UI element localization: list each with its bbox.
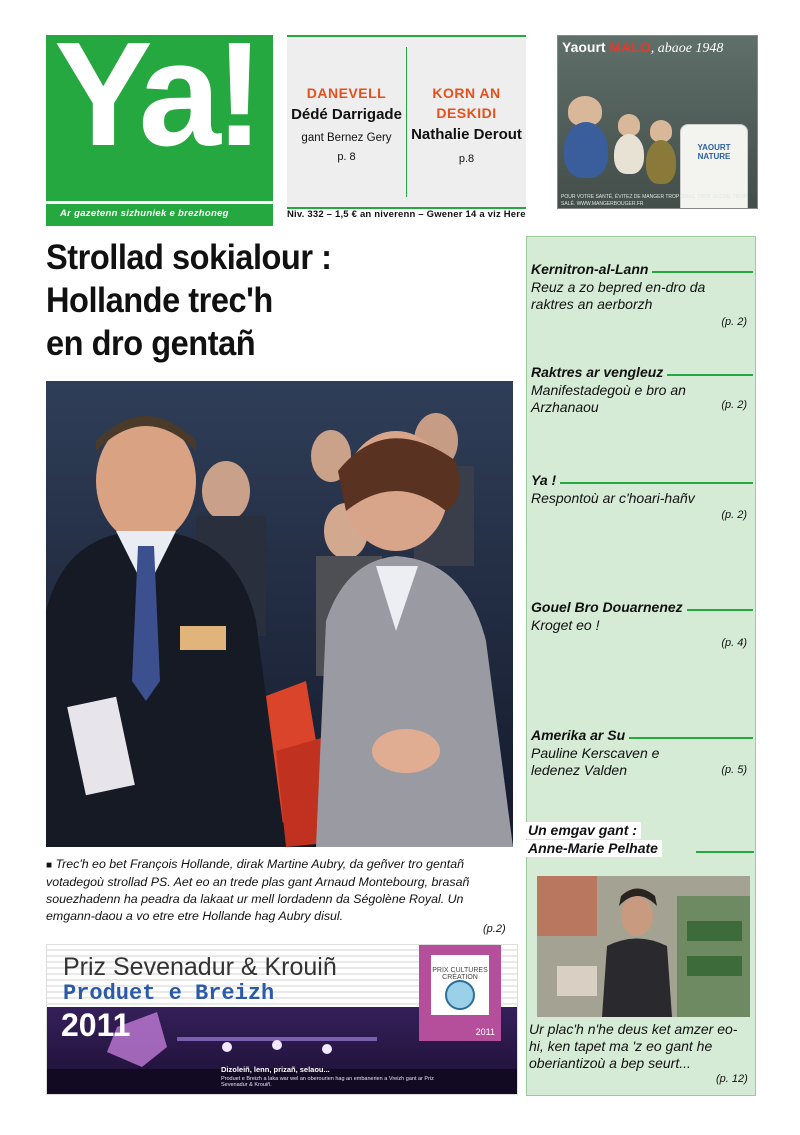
caption-marker: ■ [46,860,53,871]
sidebar-item-ref: (p. 2) [721,316,747,328]
main-photo [46,381,513,847]
ad-child-figure [564,122,608,178]
main-headline[interactable] [46,236,483,365]
ad-bottom-fine: Produet e Breizh a laka war wel an oberourien hag an embanerien a Vreizh gant ar Priz Sevenadur & Krouiñ. [221,1076,434,1088]
ad-child-figure [650,120,672,142]
teaser-page: p. 8 [337,151,356,163]
sidebar-item-ref: (p. 4) [721,637,747,649]
seal-inner [431,955,489,1015]
seal-year: 2011 [475,1027,495,1037]
interview-heading[interactable] [526,822,754,858]
ad-title: Priz Sevenadur & Krouiñ [63,953,337,981]
photo-caption [46,856,514,925]
masthead-logo [46,12,273,226]
teaser-kicker: DANEVELL [306,85,387,101]
interview-title: Un emgav gant : [526,822,641,839]
sidebar-item[interactable] [531,599,753,649]
sidebar-item-ref: (p. 5) [721,764,747,776]
ad-brand-suffix: , abaoe 1948 [650,41,724,56]
teaser-title: Nathalie Derout [411,126,522,143]
sidebar-item-title: Raktres ar vengleuz [531,364,667,381]
interview-page-ref[interactable]: (p. 12) [716,1073,748,1085]
interview-text: Ur plac'h n'he deus ket amzer eo-hi, ken tapet ma 'z eo gant he oberiantizoù a bep seurt... [529,1021,738,1071]
sidebar-item-title: Amerika ar Su [531,727,629,744]
seal-emblem-icon [431,955,489,1015]
sidebar-item[interactable] [531,364,753,416]
ad-child-figure [646,140,676,184]
ad-bottom-line: Dizoleiñ, lenn, prizañ, selaou... [221,1065,330,1074]
ad-brand-name: MALO [609,39,651,55]
logo-text: Ya! [54,12,259,177]
sidebar-rule [531,482,753,484]
teaser-byline: gant Bernez Gery [301,132,392,144]
sidebar-item-text: Respontoù ar c'hoari-hañv [531,490,695,506]
ad-brand-prefix: Yaourt [562,39,610,55]
teaser-box [287,35,526,209]
sidebar-item-ref: (p. 2) [721,399,747,411]
seal-text: PRIX CULTURES CRÉATION [432,967,488,981]
sidebar-item-text: Manifestadegoù e bro an Arzhanaou [531,382,686,415]
teaser-kids-corner[interactable] [407,83,526,165]
ad-brand [562,39,723,57]
teaser-page: p.8 [458,153,475,165]
teaser-title: Dédé Darrigade [291,106,402,123]
sidebar-item[interactable] [531,727,753,779]
photo-illustration [46,381,513,847]
sidebar-item-ref: (p. 2) [721,509,747,521]
interview-illustration [537,876,750,1017]
ad-child-figure [618,114,640,136]
ad-subtitle: Produet e Breizh [63,981,275,1006]
pot-label: YAOURT NATURE [697,143,731,161]
issue-line: Niv. 332 – 1,5 € an niverenn – Gwener 14 a viz Here [287,209,526,220]
teaser-kicker: KORN AN [432,85,501,101]
sidebar-item-text: Reuz a zo bepred en-dro da raktres an aerborzh [531,279,706,312]
prize-seal [419,945,501,1041]
sidebar-item[interactable] [531,261,753,328]
sidebar-item-title: Gouel Bro Douarnenez [531,599,687,616]
ad-child-figure [614,134,644,174]
priz-sevenadur-ad[interactable] [46,944,518,1095]
headline-line: Hollande trec'h [46,281,273,320]
sidebar-item-title: Ya ! [531,472,560,489]
interview-name: Anne-Marie Pelhate [526,840,662,857]
teaser-kicker: DESKIDI [436,105,497,121]
sidebar-item-text: Kroget eo ! [531,617,600,633]
caption-text: Trec'h eo bet François Hollande, dirak Martine Aubry, da geñver tro gentañ votadegoù strollad PS. Aet eo an trede plas gant Arnaud Montebourg, brasañ souezhadenn ha peadra da lakaat ur mell lordadenn da Ségolène Royal. Un emgann-daou a vo etre etre Hollande hag Aubry disul. [46,857,470,923]
interview-rule [696,851,754,853]
yaourt-malo-ad[interactable] [557,35,758,209]
teaser-story[interactable] [287,83,406,163]
sidebar-item-text: Pauline Kerscaven e ledenez Valden [531,745,660,778]
headline-line: Strollad sokialour : [46,238,332,277]
interview-photo [537,876,750,1017]
ad-year: 2011 [61,1007,131,1043]
headline-line: en dro gentañ [46,324,256,363]
ad-fine-print: POUR VOTRE SANTÉ, ÉVITEZ DE MANGER TROP GRAS, TROP SUCRÉ, TROP SALÉ. WWW.MANGERBOUGER.FR [561,194,747,207]
sidebar-item[interactable] [531,472,753,521]
caption-page-ref[interactable]: (p.2) [483,923,506,935]
tagline: Ar gazetenn sizhuniek e brezhoneg [46,201,273,226]
sidebar-item-title: Kernitron-al-Lann [531,261,652,278]
